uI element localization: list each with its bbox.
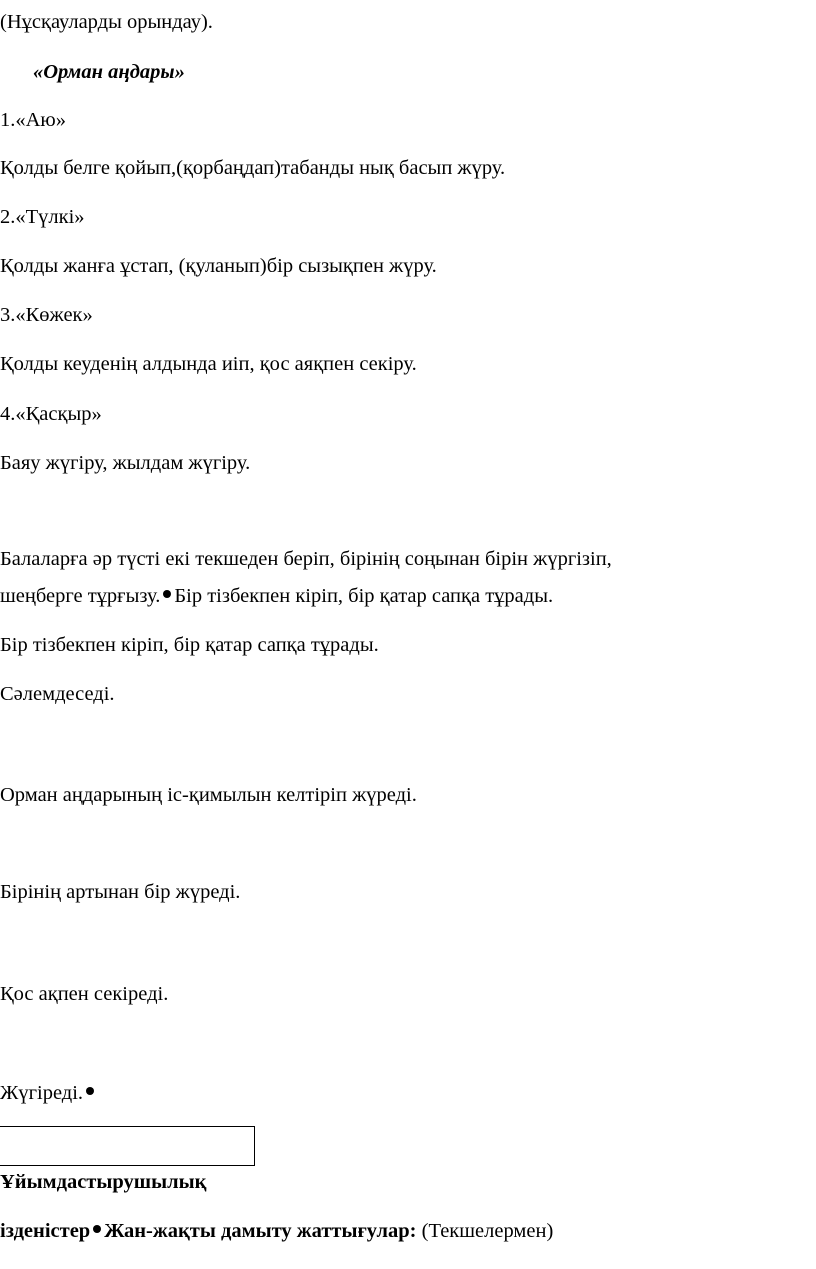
greet-line: Сәлемдеседі. xyxy=(0,683,115,705)
bullet-icon xyxy=(163,590,171,598)
item-4-desc: Баяу жүгіру, жылдам жүгіру. xyxy=(0,452,251,474)
empty-table-cell xyxy=(0,1126,255,1166)
bullet-icon xyxy=(93,1225,101,1233)
paragraph-line-2 xyxy=(0,584,553,609)
section-note: (Текшелермен) xyxy=(416,1220,554,1242)
imitate-line: Орман аңдарының іс-қимылын келтіріп жүреді. xyxy=(0,784,417,806)
jump-line: Қос ақпен секіреді. xyxy=(0,983,169,1005)
section-title: Жан-жақты дамыту жаттығулар: xyxy=(104,1220,417,1242)
follow-line: Бірінің артынан бір жүреді. xyxy=(0,881,241,903)
footer-label-1: Ұйымдастырушылық xyxy=(0,1171,207,1193)
footer-label-2: ізденістер xyxy=(0,1220,91,1242)
item-3-title: 3.«Көжек» xyxy=(0,304,93,326)
item-2-title: 2.«Түлкі» xyxy=(0,206,85,228)
intro-line: (Нұсқауларды орындау). xyxy=(0,11,213,33)
footer-line xyxy=(0,1219,553,1244)
bullet-icon xyxy=(86,1087,94,1095)
item-2-desc: Қолды жанға ұстап, (қуланып)бір сызықпен жүру. xyxy=(0,255,437,277)
paragraph-line-1: Балаларға әр түсті екі текшеден беріп, бірінің соңынан бірін жүргізіп, xyxy=(0,548,612,570)
item-1-desc: Қолды белге қойып,(қорбаңдап)табанды нық басып жүру. xyxy=(0,157,506,179)
item-1-title: 1.«Аю» xyxy=(0,109,66,131)
run-line xyxy=(0,1081,97,1106)
paragraph-line-2a: шеңберге тұрғызу. xyxy=(0,585,161,607)
item-4-title: 4.«Қасқыр» xyxy=(0,403,102,425)
item-3-desc: Қолды кеуденің алдында иіп, қос аяқпен секіру. xyxy=(0,353,417,375)
game-title: «Орман аңдары» xyxy=(33,61,185,83)
run-text: Жүгіреді. xyxy=(0,1082,84,1104)
queue-line: Бір тізбекпен кіріп, бір қатар сапқа тұрады. xyxy=(0,634,379,656)
paragraph-line-2b: Бір тізбекпен кіріп, бір қатар сапқа тұрады. xyxy=(174,585,554,607)
